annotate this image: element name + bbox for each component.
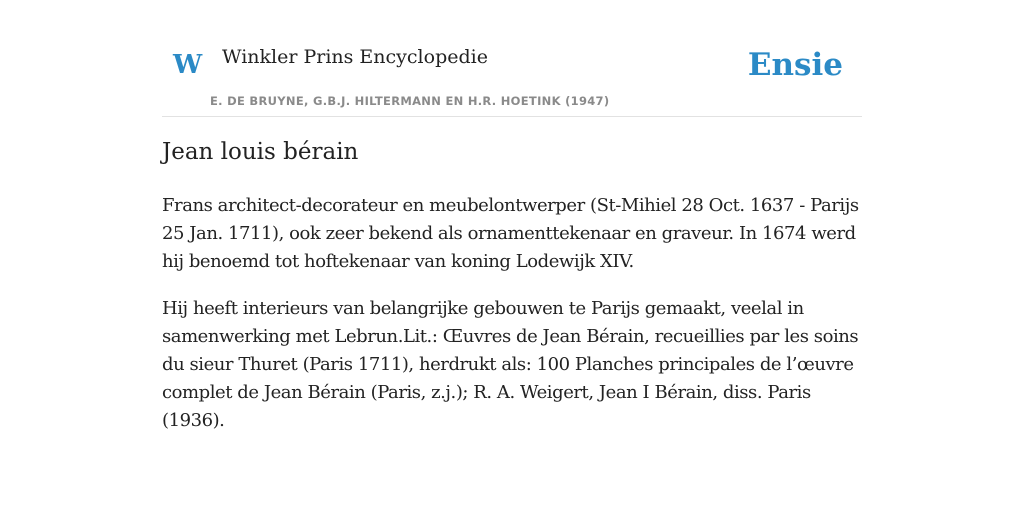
- brand-logo[interactable]: Ensie: [747, 47, 843, 83]
- article-paragraph: Hij heeft interieurs van belangrijke gebouwen te Parijs gemaakt, veelal in samenwerking met Lebrun.Lit.: Œuvres de Jean Bérain, recueillies par les soins du sieur Thuret (Paris 1711), herdrukt als: 100 Planches principales de l’œuvre complet de Jean Bérain (Paris, z.j.); R. A. Weigert, Jean I Bérain, diss. Paris (1936).: [162, 298, 859, 431]
- source-logo[interactable]: W: [173, 50, 203, 80]
- source-title[interactable]: Winkler Prins Encyclopedie: [222, 46, 488, 68]
- source-header: [162, 0, 862, 117]
- article-title: Jean louis bérain: [162, 139, 359, 165]
- page-container: [162, 0, 862, 431]
- article-paragraph: Frans architect-decorateur en meubelontwerper (St-Mihiel 28 Oct. 1637 - Parijs 25 Jan. 1711), ook zeer bekend als ornamenttekenaar en graveur. In 1674 werd hij benoemd tot hoftekenaar van koning Lodewijk XIV.: [162, 195, 859, 272]
- source-authors: E. DE BRUYNE, G.B.J. HILTERMANN EN H.R. HOETINK (1947): [210, 94, 610, 108]
